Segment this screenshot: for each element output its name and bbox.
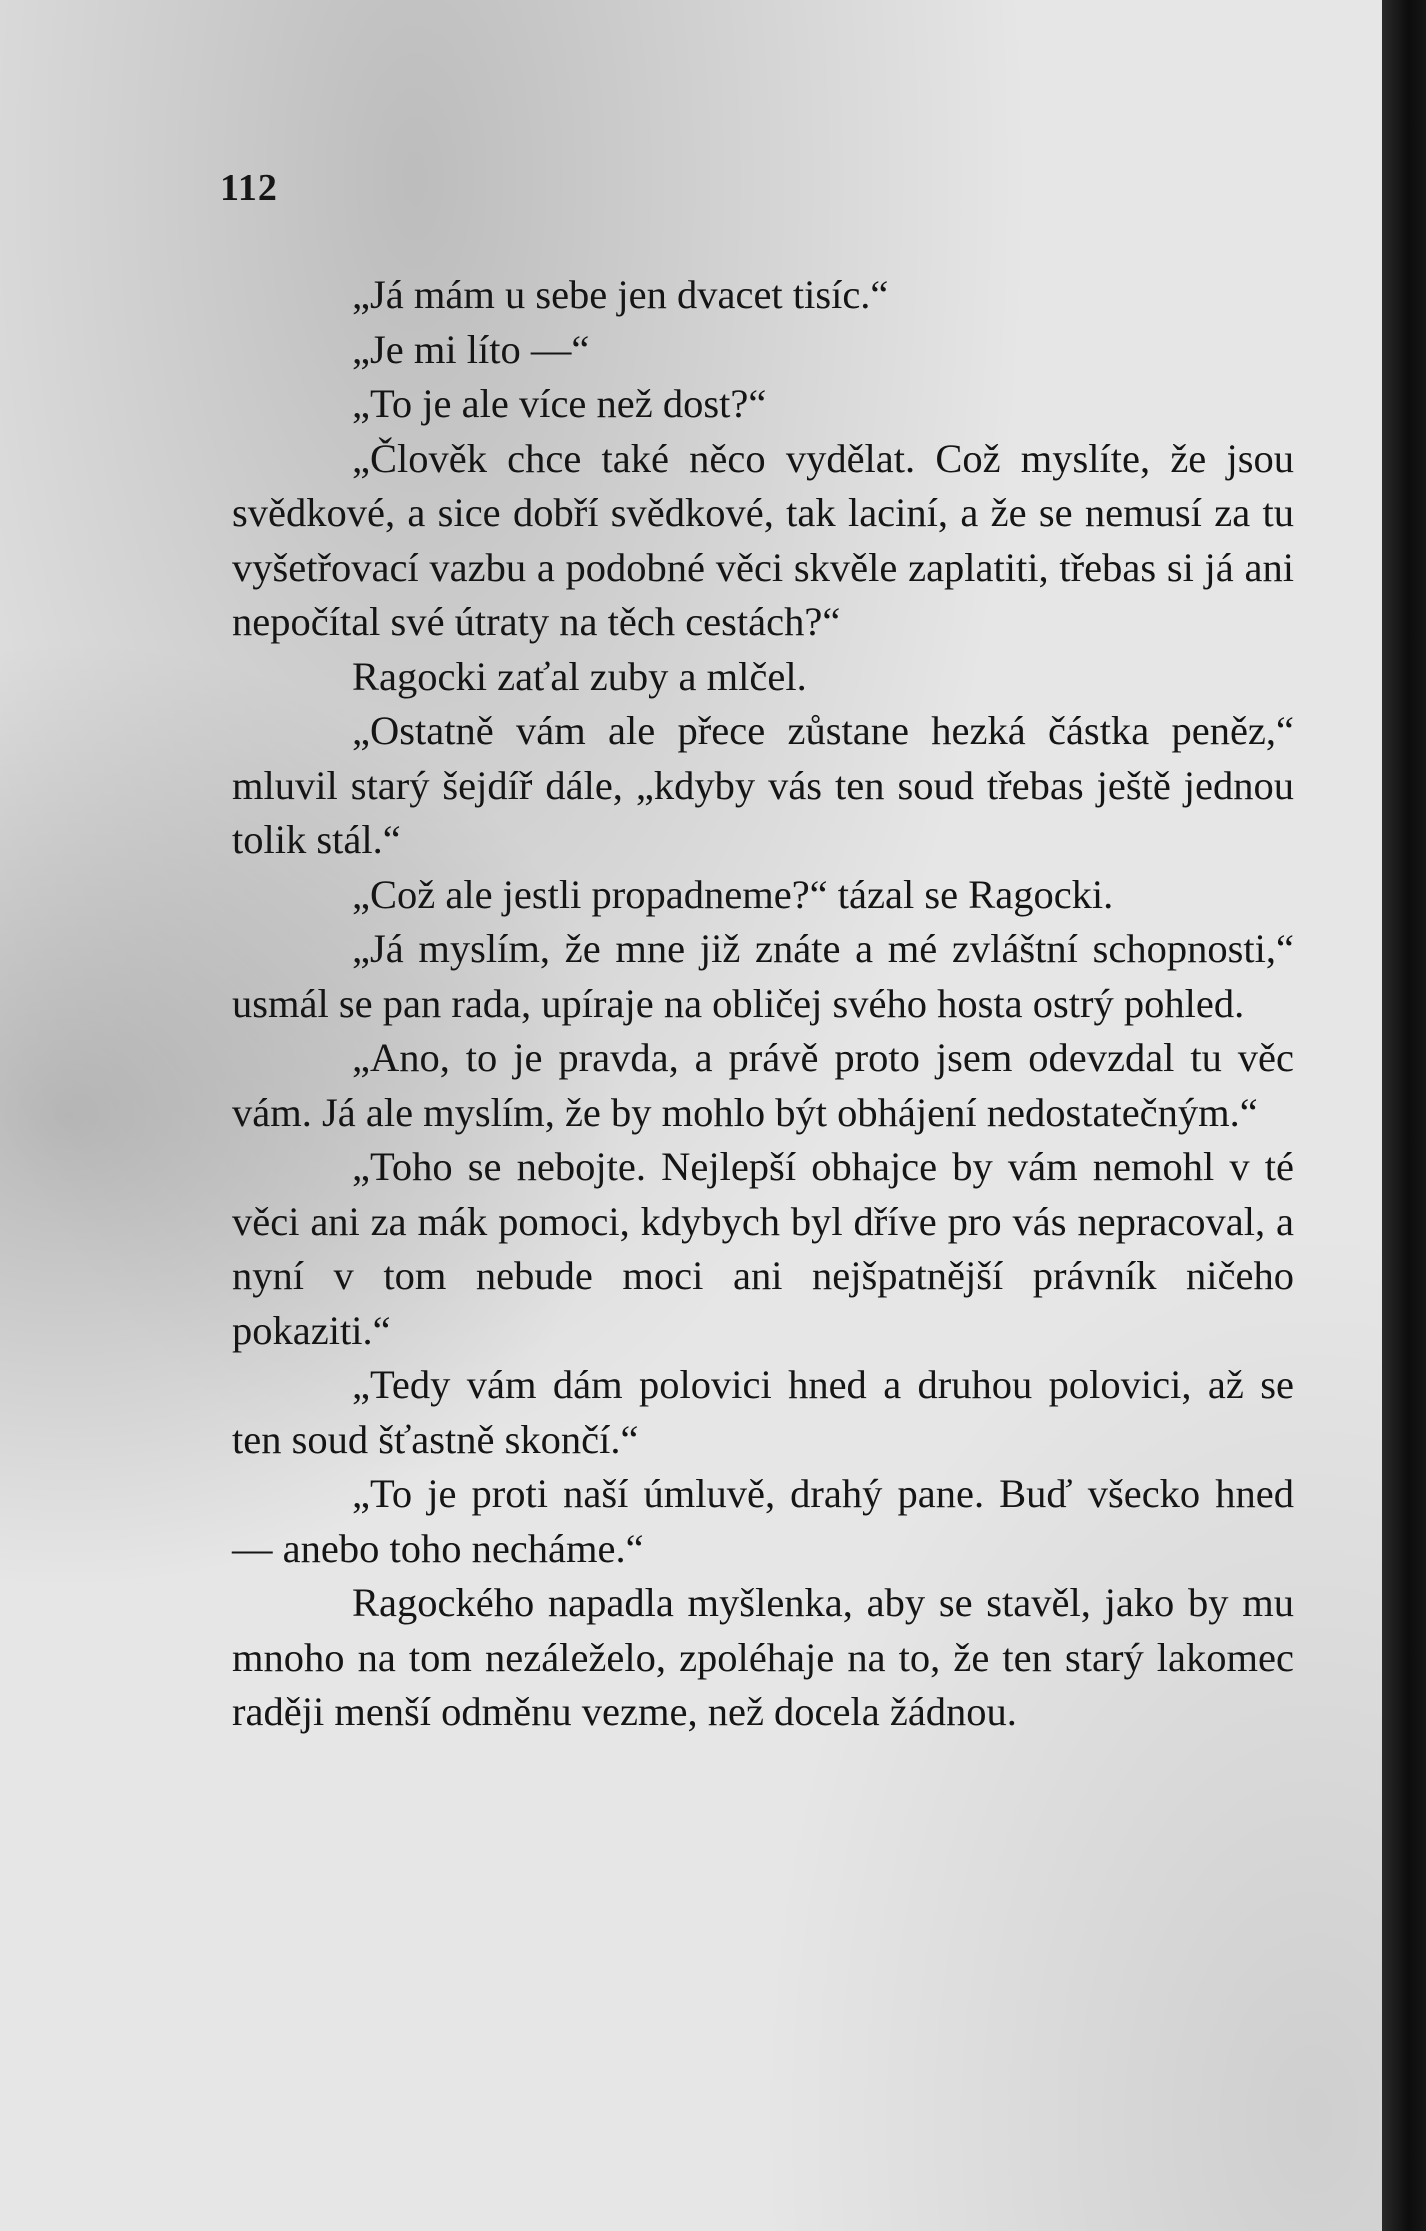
page-number: 112 bbox=[220, 167, 278, 209]
paragraph: „Toho se nebojte. Nejlepší obhajce by vám nemohl v té věci ani za mák pomoci, kdybych byl dříve pro vás nepracoval, a nyní v tom nebude moci ani nejšpatnější právník ničeho pokaziti.“ bbox=[232, 1144, 1294, 1353]
paragraph: „Což ale jestli propadneme?“ tázal se Ragocki. bbox=[352, 871, 1114, 917]
paragraph: „Je mi líto —“ bbox=[352, 326, 590, 372]
paragraph: Ragockého napadla myšlenka, aby se stavěl, jako by mu mnoho na tom nezáleželo, zpoléhaje na to, že ten starý lakomec raději menší odměnu vezme, než docela žádnou. bbox=[232, 1580, 1294, 1734]
page-edge bbox=[1382, 0, 1426, 2231]
paragraph: Ragocki zaťal zuby a mlčel. bbox=[352, 653, 807, 699]
paragraph: „To je proti naší úmluvě, drahý pane. Buď všecko hned — anebo toho necháme.“ bbox=[232, 1471, 1294, 1571]
paragraph: „Já mám u sebe jen dvacet tisíc.“ bbox=[352, 272, 889, 317]
paragraph: „Ostatně vám ale přece zůstane hezká částka peněz,“ mluvil starý šejdíř dále, „kdyby vás ten soud třebas ještě jednou tolik stál.“ bbox=[232, 708, 1294, 862]
paragraph: „Tedy vám dám polovici hned a druhou polovici, až se ten soud šťastně skončí.“ bbox=[232, 1362, 1294, 1462]
page-body bbox=[232, 268, 1294, 1740]
paragraph: „Ano, to je pravda, a právě proto jsem odevzdal tu věc vám. Já ale myslím, že by mohlo být obhájení nedostatečným.“ bbox=[232, 1035, 1294, 1135]
paragraph: „To je ale více než dost?“ bbox=[352, 381, 767, 426]
paragraph: „Člověk chce také něco vydělat. Což myslíte, že jsou svědkové, a sice dobří svědkové, tak laciní, a že se nemusí za tu vyšetřovací vazbu a podobné věci skvěle zaplatiti, třebas si já ani nepočítal své útraty na těch cestách?“ bbox=[232, 435, 1294, 644]
paragraph: „Já myslím, že mne již znáte a mé zvláštní schopnosti,“ usmál se pan rada, upíraje na obličej svého hosta ostrý pohled. bbox=[232, 926, 1294, 1026]
